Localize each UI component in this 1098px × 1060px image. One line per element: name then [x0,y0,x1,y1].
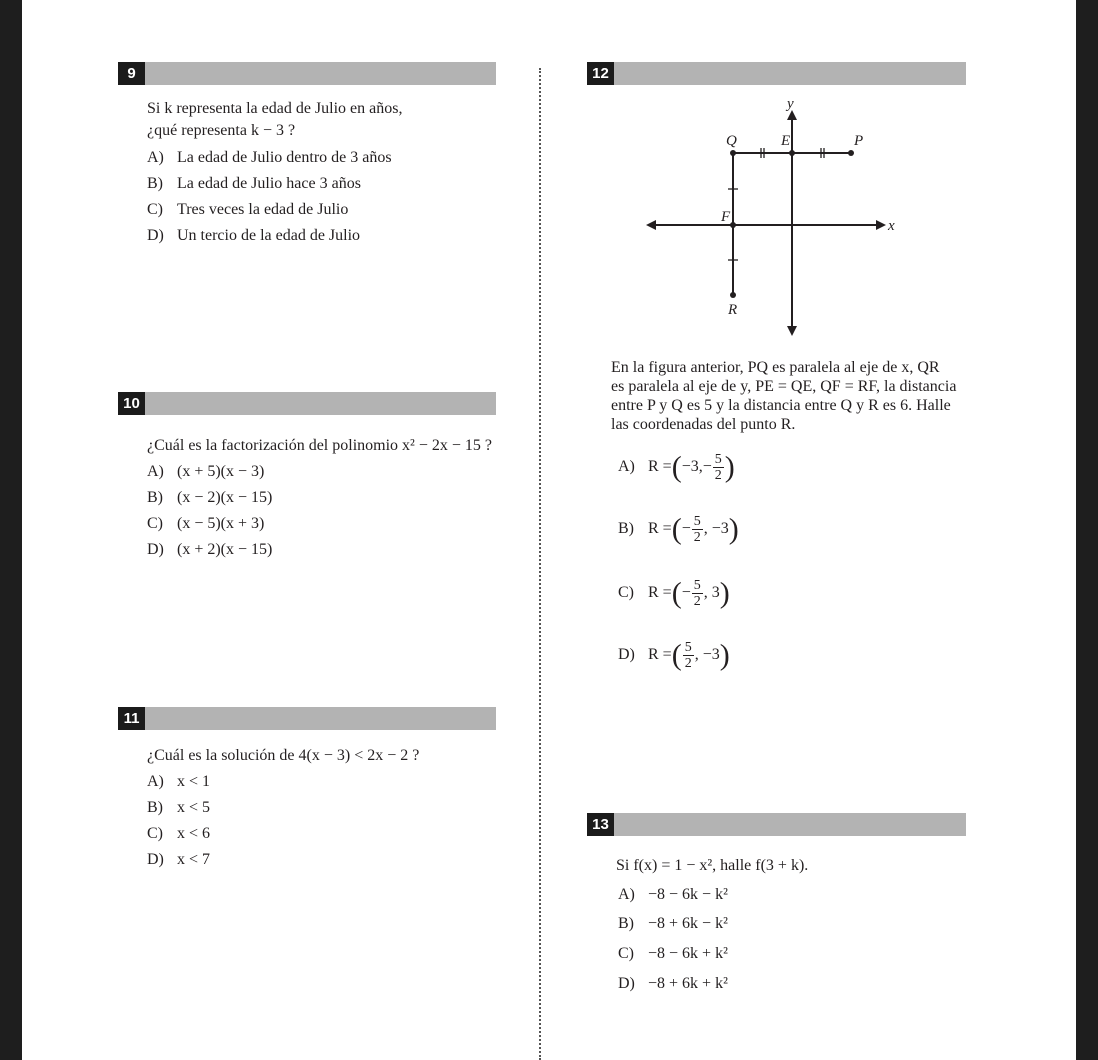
question-11-number: 11 [118,707,145,730]
point-f [730,222,736,228]
question-10-stem: ¿Cuál es la factorización del polinomio x² − 2x − 15 ? [147,437,492,454]
point-r [730,292,736,298]
question-10-option-c[interactable]: C) (x − 5)(x + 3) [147,515,265,532]
question-13-option-a[interactable]: A) −8 − 6k − k² [618,886,728,903]
question-9-option-c[interactable]: C) Tres veces la edad de Julio [147,201,349,218]
question-10-option-d[interactable]: D) (x + 2)(x − 15) [147,541,273,558]
label-q: Q [726,133,737,149]
question-10-option-b[interactable]: B) (x − 2)(x − 15) [147,489,273,506]
question-12-option-d[interactable]: D) R =( $\frac{5}{2}$ , −3) [618,638,730,672]
question-13-number: 13 [587,813,614,836]
label-p: P [854,133,864,149]
label-y: y [787,96,794,112]
question-13-stem: Si f(x) = 1 − x², halle f(3 + k). [616,857,809,874]
question-9-stem-line2: ¿qué representa k − 3 ? [147,122,296,139]
label-f: F [721,209,731,225]
question-10-header [118,392,496,415]
label-e: E [781,133,791,149]
question-12-stem-line4: las coordenadas del punto R. [611,416,796,433]
label-x: x [888,218,895,234]
point-e [789,150,795,156]
tick-marks [728,148,824,260]
test-page [22,0,1076,1060]
question-9-number: 9 [118,62,145,85]
question-9-option-d[interactable]: D) Un tercio de la edad de Julio [147,227,361,244]
question-9-header [118,62,496,85]
question-11-stem: ¿Cuál es la solución de 4(x − 3) < 2x − 2 ? [147,747,420,764]
question-11-option-d[interactable]: D) x < 7 [147,851,211,868]
question-13-option-b[interactable]: B) −8 + 6k − k² [618,915,728,932]
question-11-option-b[interactable]: B) x < 5 [147,799,211,816]
question-11-option-c[interactable]: C) x < 6 [147,825,211,842]
question-13-option-d[interactable]: D) −8 + 6k + k² [618,975,728,992]
question-13-header [587,813,966,836]
question-12-option-a[interactable]: A) R =(−3,− $\frac{5}{2}$ ) [618,450,735,484]
question-10-number: 10 [118,392,145,415]
question-12-number: 12 [587,62,614,85]
question-12-stem-line3: entre P y Q es 5 y la distancia entre Q y R es 6. Halle [611,397,951,414]
fraction: $\frac{5}{2}$ [714,451,722,483]
question-11-header [118,707,496,730]
question-12-stem-line2: es paralela al eje de y, PE = QE, QF = RF, la distancia [611,378,957,395]
question-9-stem-line1: Si k representa la edad de Julio en años, [147,100,403,117]
column-divider [539,68,541,1060]
question-9-option-a[interactable]: A) La edad de Julio dentro de 3 años [147,149,392,166]
question-12-header [587,62,966,85]
question-12-stem-line1: En la figura anterior, PQ es paralela al eje de x, QR [611,359,940,376]
point-p [848,150,854,156]
fraction: $\frac{5}{2}$ [693,577,701,609]
y-axis-bottom-arrow [787,326,797,336]
x-axis-right-arrow [876,220,886,230]
point-q [730,150,736,156]
question-13-option-c[interactable]: C) −8 − 6k + k² [618,945,728,962]
question-9-option-b[interactable]: B) La edad de Julio hace 3 años [147,175,361,192]
fraction: $\frac{5}{2}$ [684,639,692,671]
x-axis-left-arrow [646,220,656,230]
label-r: R [728,302,738,318]
question-10-option-a[interactable]: A) (x + 5)(x − 3) [147,463,265,480]
question-12-option-b[interactable]: B) R =(− $\frac{5}{2}$ , −3) [618,512,739,546]
question-12-option-c[interactable]: C) R =(− $\frac{5}{2}$ , 3) [618,576,730,610]
coordinate-figure [642,92,902,342]
fraction: $\frac{5}{2}$ [693,513,701,545]
question-11-option-a[interactable]: A) x < 1 [147,773,211,790]
